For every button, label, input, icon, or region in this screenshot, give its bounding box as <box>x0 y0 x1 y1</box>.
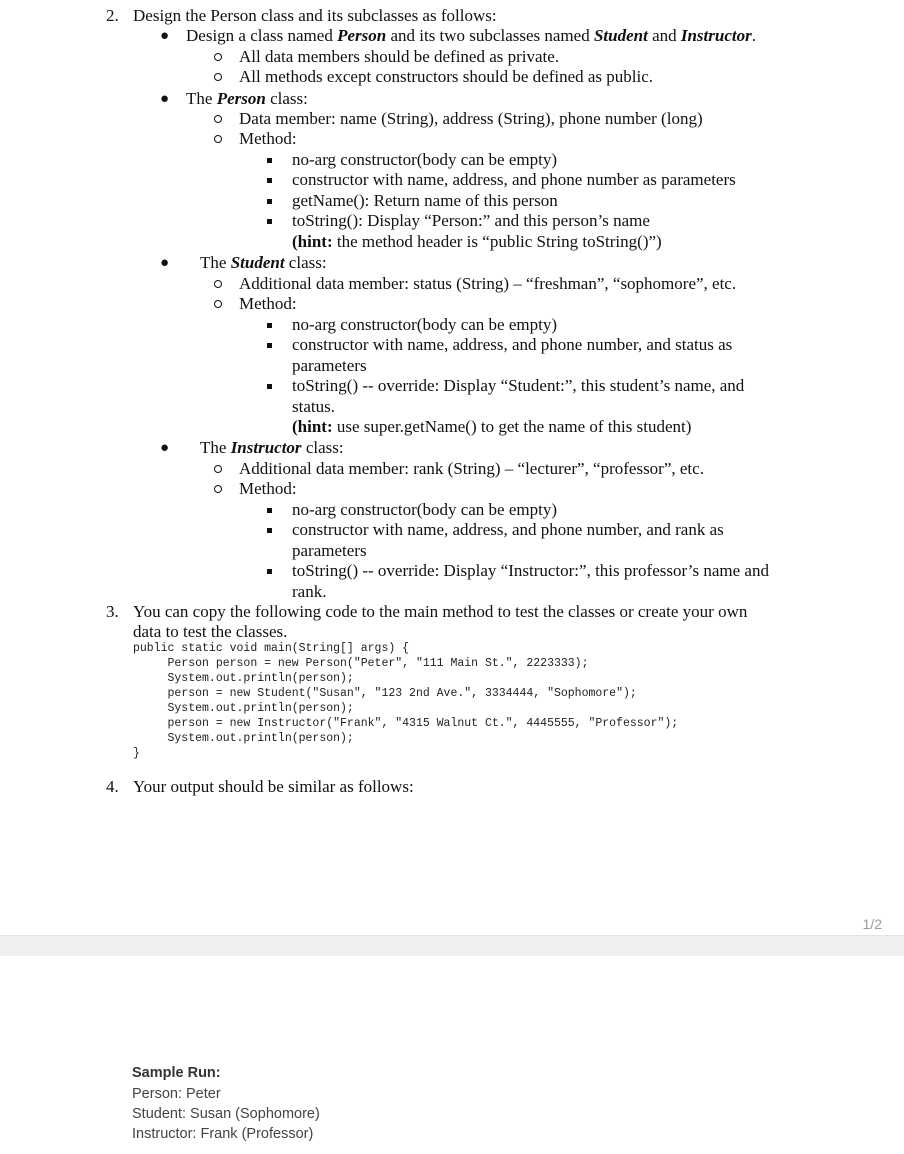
student-data-member: Additional data member: status (String) – “freshman”, “sophomore”, etc. <box>239 274 737 293</box>
item-3-number: 3. <box>106 602 119 621</box>
instructor-method-1: no-arg constructor(body can be empty) <box>292 500 557 519</box>
code-line: public static void main(String[] args) { <box>133 642 410 655</box>
page-separator <box>0 935 904 957</box>
square-bullet-icon <box>267 569 272 574</box>
person-hint: (hint: the method header is “public String toString()”) <box>292 232 662 251</box>
public-methods-text: All methods except constructors should be defined as public. <box>239 67 654 86</box>
instructor-data-member: Additional data member: rank (String) – “lecturer”, “professor”, etc. <box>239 459 704 478</box>
person-class-heading: The Person class: <box>186 89 308 108</box>
square-bullet-icon <box>267 178 272 183</box>
item-4-number: 4. <box>106 777 119 796</box>
code-block <box>133 641 678 761</box>
person-method-1: no-arg constructor(body can be empty) <box>292 150 557 169</box>
circle-bullet-icon <box>214 115 222 123</box>
item-2-title: Design the Person class and its subclasses as follows: <box>133 6 497 25</box>
person-method-2: constructor with name, address, and phone number as parameters <box>292 170 736 189</box>
square-bullet-icon <box>267 384 272 389</box>
sample-line: Student: Susan (Sophomore) <box>132 1106 320 1122</box>
student-hint: (hint: use super.getName() to get the name of this student) <box>292 417 692 436</box>
circle-bullet-icon <box>214 485 222 493</box>
square-bullet-icon <box>267 199 272 204</box>
page-2 <box>0 956 904 1154</box>
person-method-label: Method: <box>239 129 297 148</box>
sample-line: Instructor: Frank (Professor) <box>132 1126 314 1142</box>
sample-run-heading: Sample Run: <box>132 1065 221 1081</box>
square-bullet-icon <box>267 219 272 224</box>
student-method-3b: status. <box>292 397 335 416</box>
circle-bullet-icon <box>214 135 222 143</box>
design-class-text: Design a class named Person and its two subclasses named Student and Instructor. <box>186 26 756 45</box>
circle-bullet-icon <box>214 53 222 61</box>
item-3-line-2: data to test the classes. <box>133 622 288 641</box>
circle-bullet-icon <box>214 73 222 81</box>
code-line: System.out.println(person); <box>133 672 354 685</box>
square-bullet-icon <box>267 323 272 328</box>
instructor-method-3b: rank. <box>292 582 327 601</box>
code-line: person = new Student("Susan", "123 2nd Ave.", 3334444, "Sophomore"); <box>133 687 637 700</box>
student-method-1: no-arg constructor(body can be empty) <box>292 315 557 334</box>
square-bullet-icon <box>267 528 272 533</box>
item-4-text: Your output should be similar as follows: <box>133 777 414 796</box>
instructor-method-2b: parameters <box>292 541 367 560</box>
page-indicator: 1/2 <box>862 916 882 932</box>
circle-bullet-icon <box>214 280 222 288</box>
instructor-method-2a: constructor with name, address, and phone number, and rank as <box>292 520 724 539</box>
bullet-icon: ● <box>160 440 170 456</box>
student-method-2b: parameters <box>292 356 367 375</box>
code-line: System.out.println(person); <box>133 702 354 715</box>
student-method-3a: toString() -- override: Display “Student:”, this student’s name, and <box>292 376 745 395</box>
square-bullet-icon <box>267 508 272 513</box>
bullet-icon: ● <box>160 91 170 107</box>
student-method-2a: constructor with name, address, and phone number, and status as <box>292 335 733 354</box>
instructor-method-label: Method: <box>239 479 297 498</box>
item-3-line-1: You can copy the following code to the main method to test the classes or create your own <box>133 602 748 621</box>
code-line: person = new Instructor("Frank", "4315 Walnut Ct.", 4445555, "Professor"); <box>133 717 679 730</box>
person-method-4: toString(): Display “Person:” and this person’s name <box>292 211 650 230</box>
instructor-method-3a: toString() -- override: Display “Instructor:”, this professor’s name and <box>292 561 769 580</box>
bullet-icon: ● <box>160 255 170 271</box>
sample-line: Person: Peter <box>132 1086 221 1102</box>
item-2-number: 2. <box>106 6 119 25</box>
student-method-label: Method: <box>239 294 297 313</box>
person-data-member: Data member: name (String), address (String), phone number (long) <box>239 109 703 128</box>
square-bullet-icon <box>267 343 272 348</box>
student-class-heading: The Student class: <box>200 253 327 272</box>
circle-bullet-icon <box>214 300 222 308</box>
person-method-3: getName(): Return name of this person <box>292 191 558 210</box>
bullet-icon: ● <box>160 28 170 44</box>
instructor-class-heading: The Instructor class: <box>200 438 344 457</box>
private-members-text: All data members should be defined as private. <box>239 47 560 66</box>
code-line: Person person = new Person("Peter", "111 Main St.", 2223333); <box>133 657 589 670</box>
code-line: } <box>133 747 140 760</box>
circle-bullet-icon <box>214 465 222 473</box>
square-bullet-icon <box>267 158 272 163</box>
code-line: System.out.println(person); <box>133 732 354 745</box>
